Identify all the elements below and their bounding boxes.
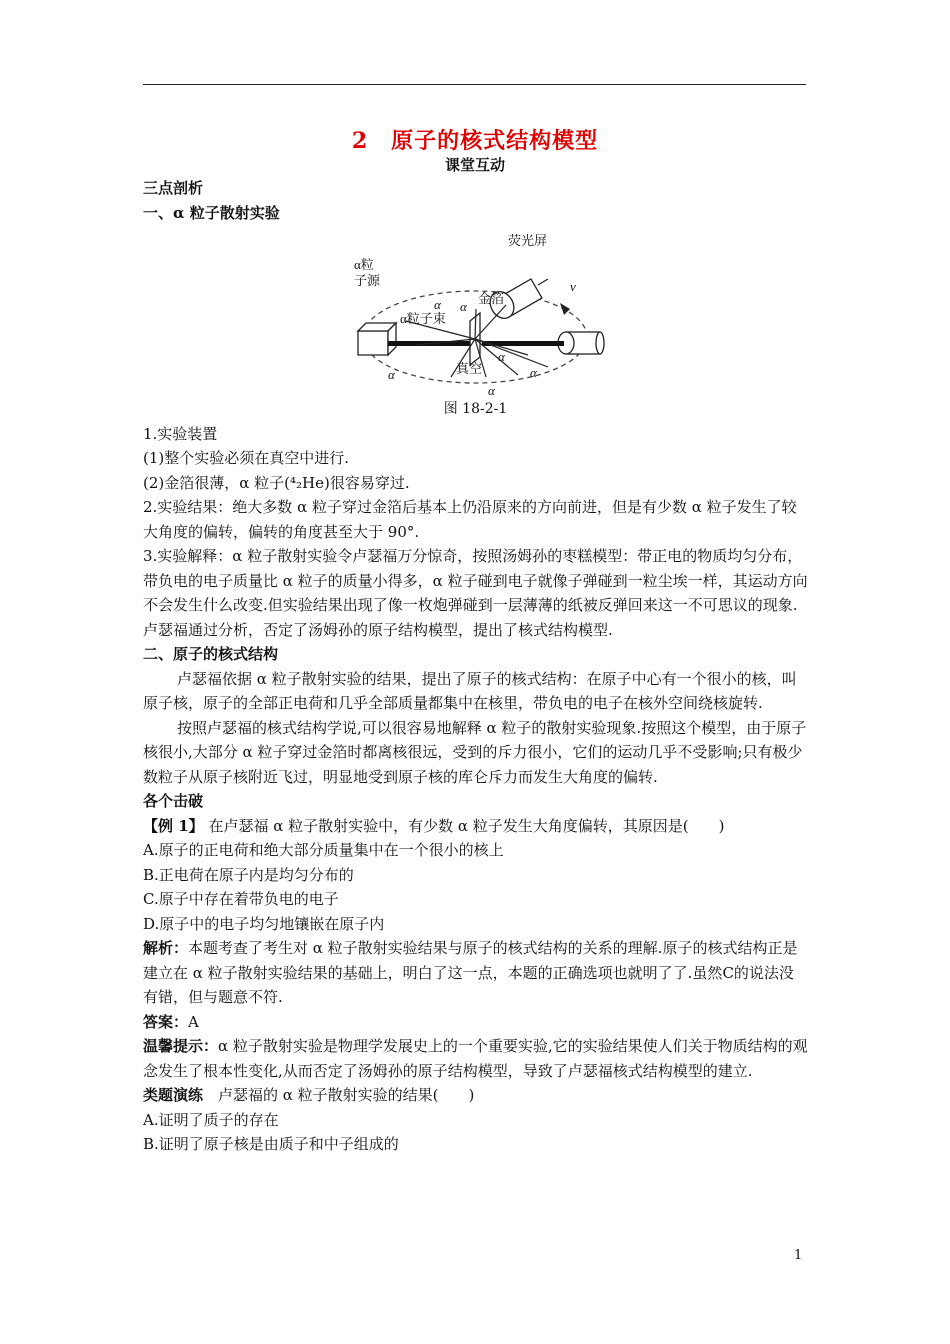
example-option-c: C.原子中存在着带负电的电子 [143, 890, 339, 908]
answer-label: 答案： [143, 1012, 189, 1031]
page-title: 2 原子的核式结构模型 [351, 128, 599, 154]
label-alpha-6: α [498, 349, 505, 364]
paragraph-1: 1.实验装置 [143, 424, 218, 443]
analysis-label: 解析： [143, 939, 189, 957]
paragraph-5: 3.实验解释：α 粒子散射实验令卢瑟福万分惊奇，按照汤姆孙的枣糕模型：带正电的物质均匀分布，带负电的电子质量比 α 粒子的质量小得多，α 粒子碰到电子就像子弹碰到一粒尘埃一样，其运动方向不会发生什么改变.但实验结果出现了像一枚炮弹碰到一层薄薄的纸被反弹回来这一不可思议的现象.卢瑟福通过分析，否定了汤姆孙的原子结构模型，提出了核式结构模型. [143, 547, 808, 639]
label-foil: 金箔 [478, 291, 505, 306]
figure-alpha-scattering [143, 227, 808, 397]
header-rule [143, 84, 806, 85]
label-source-line1: α粒 [354, 257, 374, 272]
paragraph-2: (1)整个实验必须在真空中进行. [143, 449, 350, 467]
example-option-b: B.正电荷在原子内是均匀分布的 [143, 865, 354, 884]
microscope [558, 332, 604, 354]
document-body [143, 176, 808, 1157]
figure-caption: 图 18-2-1 [443, 401, 508, 417]
example-answer [143, 1010, 808, 1035]
answer-text: A [188, 1012, 199, 1031]
alpha-source-box [358, 323, 396, 355]
page-number: 1 [794, 1248, 803, 1263]
label-alpha-5: α [530, 365, 537, 380]
analysis-text: 本题考查了考生对 α 粒子散射实验结果与原子的核式结构的关系的理解.原子的核式结构正是建立在 α 粒子散射实验结果的基础上，明白了这一点，本题的正确选项也就明了了.虽然C的说法没有错，但与题意不符. [143, 939, 798, 1006]
practice-question [143, 1083, 808, 1108]
section-heading-2: 二、原子的核式结构 [143, 645, 279, 663]
label-alpha-1: α [434, 297, 441, 312]
section-heading-1: 一、α 粒子散射实验 [143, 203, 280, 222]
practice-text: 卢瑟福的 α 粒子散射实验的结果( ) [203, 1086, 475, 1104]
label-vacuum: 真空 [456, 361, 483, 376]
paragraph-6: 卢瑟福依据 α 粒子散射实验的结果，提出了原子的核式结构：在原子中心有一个很小的核，叫原子核，原子的全部正电荷和几乎全部质量都集中在核里，带负电的电子在核外空间绕核旋转. [143, 669, 797, 712]
label-alpha-3: α [388, 367, 395, 382]
label-alpha-4: α [488, 383, 495, 397]
example-label: 【例 1】 [143, 816, 204, 835]
practice-label: 类题演练 [143, 1086, 204, 1104]
label-source-line2: 子源 [354, 273, 381, 288]
example-text: 在卢瑟福 α 粒子散射实验中，有少数 α 粒子发生大角度偏转，其原因是( ) [208, 816, 725, 835]
label-alpha-2: α [460, 299, 467, 314]
example-analysis [143, 936, 808, 1010]
example-question [143, 814, 808, 839]
example-tip [143, 1034, 808, 1083]
label-beam: α粒子束 [400, 311, 446, 326]
label-v: v [570, 279, 576, 294]
label-screen: 荧光屏 [508, 233, 548, 248]
section-label-three-points: 三点剖析 [143, 179, 204, 197]
page-subtitle: 课堂互动 [444, 156, 505, 174]
paragraph-3: (2)金箔很薄，α 粒子(⁴₂He)很容易穿过. [143, 473, 410, 492]
alpha-scattering-diagram [348, 227, 608, 397]
rotation-arrow [560, 303, 570, 315]
tip-label: 温馨提示： [143, 1037, 219, 1055]
section-label-each: 各个击破 [143, 792, 204, 810]
tip-text: α 粒子散射实验是物理学发展史上的一个重要实验,它的实验结果使人们关于物质结构的观念发生了根本性变化,从而否定了汤姆孙的原子结构模型，导致了卢瑟福核式结构模型的建立. [143, 1037, 808, 1080]
practice-option-b: B.证明了原子核是由质子和中子组成的 [143, 1135, 399, 1153]
example-option-d: D.原子中的电子均匀地镶嵌在原子内 [143, 914, 385, 933]
practice-option-a: A.证明了质子的存在 [143, 1110, 279, 1129]
example-option-a: A.原子的正电荷和绝大部分质量集中在一个很小的核上 [143, 841, 504, 859]
paragraph-4: 2.实验结果：绝大多数 α 粒子穿过金箔后基本上仍沿原来的方向前进，但是有少数 α 粒子发生了较大角度的偏转，偏转的角度甚至大于 90°. [143, 498, 797, 541]
paragraph-7: 按照卢瑟福的核式结构学说,可以很容易地解释 α 粒子的散射实验现象.按照这个模型，由于原子核很小,大部分 α 粒子穿过金箔时都离核很远，受到的斥力很小，它们的运动几乎不受影响;只有极少数粒子从原子核附近飞过，明显地受到原子核的库仑斥力而发生大角度的偏转. [143, 718, 807, 786]
